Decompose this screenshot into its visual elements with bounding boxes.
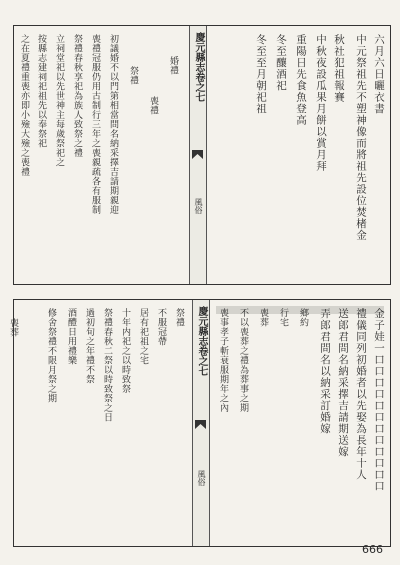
text-column: 祭禮春秋二祭以時致祭之日 [102,308,112,422]
center-fold [189,26,207,284]
text-column: 鄉約 [298,308,308,327]
text-column: 喪禮冠服仍用古制行三年之喪親疏各有服制 [90,34,100,215]
text-column: 不服冠帶 [156,308,166,346]
text-column: 禮儀同列初婚者以先娶為長年十人 [355,308,367,481]
page-number: 666 [362,543,383,556]
text-column: 送郎君問名納采擇吉請期送嫁 [337,308,349,458]
text-column: 喪葬 [258,308,268,327]
text-column: 中元祭祖先不塑神像而將祖先設位焚楮金 [355,34,367,241]
text-column: 修舍祭禮不限月祭之期 [46,308,56,403]
document-page [3,3,397,562]
text-column: 弄郎君問名以納采訂婚嫁 [319,308,331,435]
text-column: 按縣志建祠祀祖先以奉祭祀 [36,34,46,148]
fishtail-mark-icon [192,150,203,159]
text-column: 六月六日曬衣書 [373,34,385,115]
text-column: 不以喪葬之禮為葬事之期 [238,308,248,413]
text-column: 喪葬 [8,318,18,337]
text-column: 祭禮 [128,66,138,85]
center-title: 慶元縣志卷之七 [193,32,204,102]
text-column: 初議婚不以門第相當問名納采擇吉請期親迎 [108,34,118,215]
text-column: 祭禮春秋享祀為族人致祭之禮 [72,34,82,158]
text-column: 喪事孝子斬衰服期年之內 [218,308,228,413]
text-column: 金子娃一口口口口口口口口口口口口 [373,308,385,492]
center-fold [192,300,210,546]
text-column: 之在夏禮重喪亦即小殮大殮之喪禮 [19,34,29,177]
text-column: 酒醴日用禮樂 [66,308,76,365]
fishtail-mark-icon [195,420,206,429]
bottom-leaf [8,299,391,547]
text-column: 中秋夜設瓜果月餅以賞月拜 [315,34,327,172]
text-column: 過初旬之年禮不祭 [84,308,94,384]
text-column: 居有祀祖之宅 [138,308,148,365]
text-column: 喪禮 [148,96,158,115]
center-subtitle: 風俗 [194,198,203,214]
top-leaf [13,25,391,285]
center-subtitle: 風俗 [197,470,206,486]
text-column: 婚禮 [168,56,178,75]
text-column: 行宅 [278,308,288,327]
text-column: 重陽日先食魚登高 [295,34,307,126]
center-title: 慶元縣志卷之七 [196,306,207,376]
text-column: 秋社犯祖報賽 [333,34,345,103]
text-column: 冬至至月朝祀祖 [255,34,267,115]
text-column: 冬至釀酒祀 [275,34,287,92]
text-column: 十年内祀之以時致祭 [120,308,130,394]
text-column: 祭禮 [174,308,184,327]
text-column: 立祠堂祀以先世神主每歲祭祀之 [54,34,64,167]
